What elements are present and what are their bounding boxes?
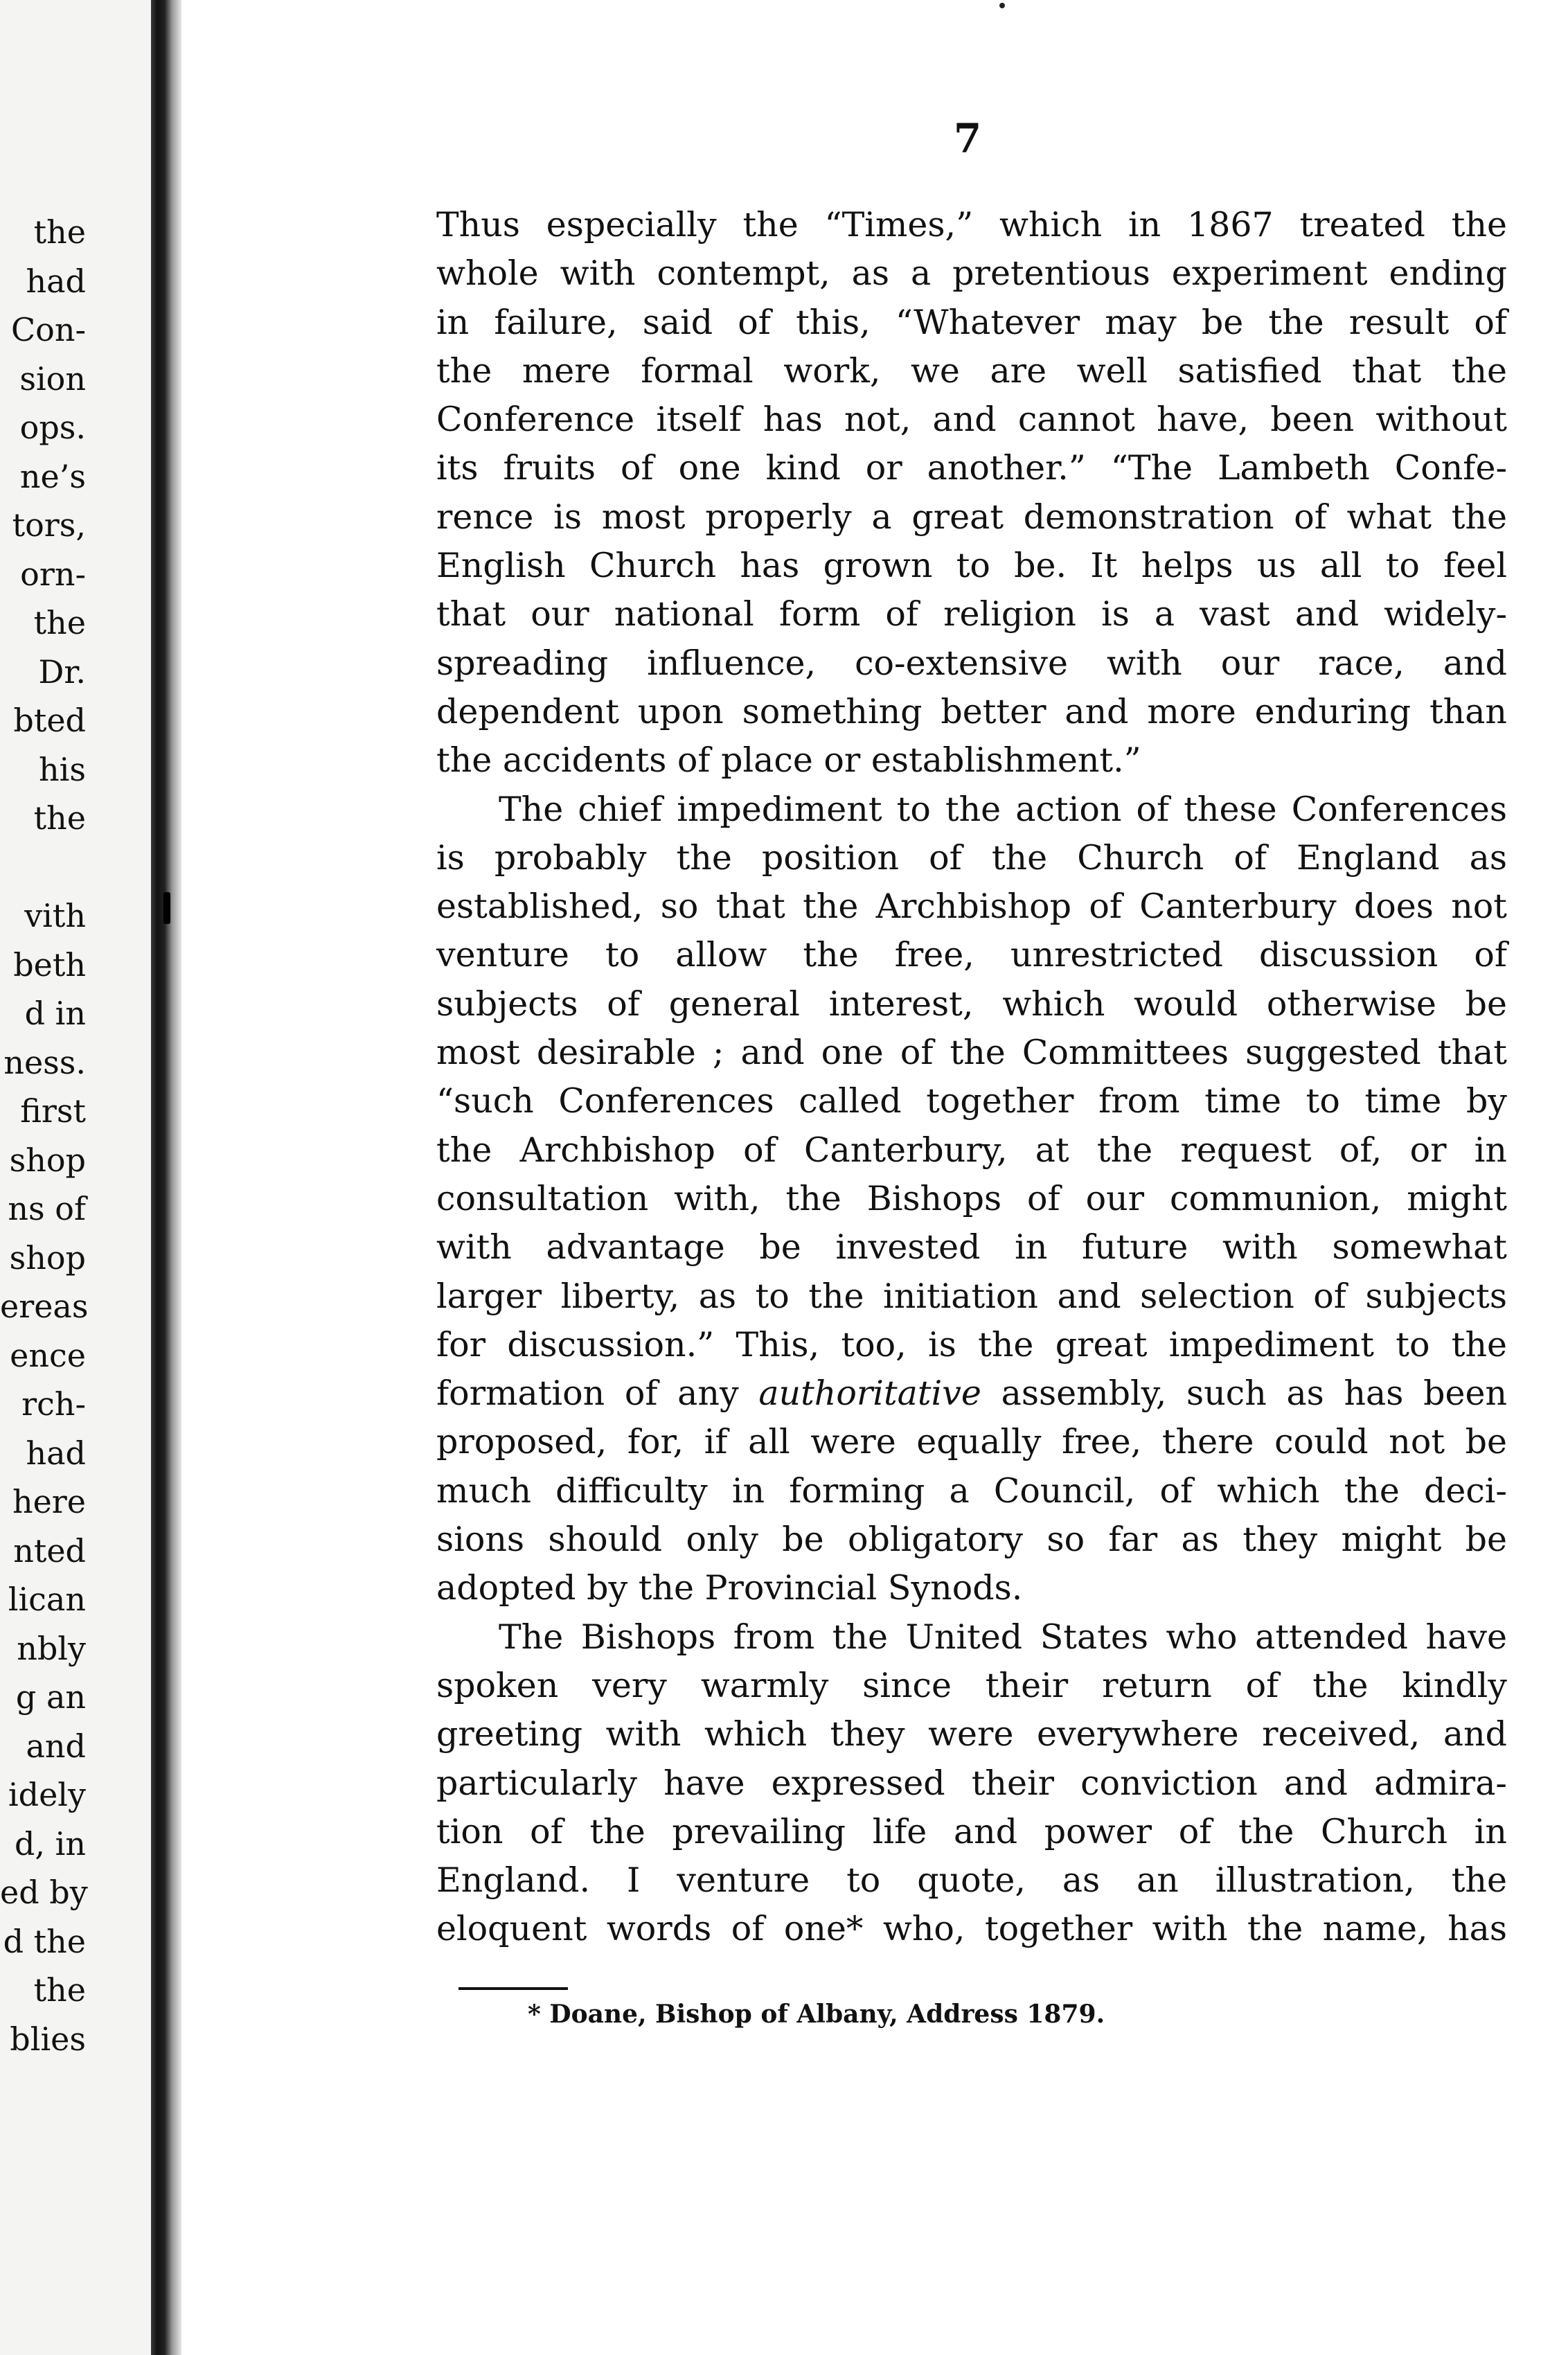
facing-line: orn- [20, 555, 86, 593]
body-text [436, 201, 1507, 1954]
text-line: The Bishops from the United States who attended have [499, 1617, 1507, 1657]
text-line: tion of the prevailing life and power of the Church in [436, 1811, 1507, 1851]
facing-line: Con- [10, 311, 86, 348]
facing-line: beth [13, 945, 86, 984]
text-line: established, so that the Archbishop of Canterbury does not [436, 887, 1507, 927]
facing-line: his [39, 750, 86, 788]
text-line: spreading influence, co-extensive with our race, and [436, 643, 1507, 683]
text-line: most desirable ; and one of the Committees suggested that [436, 1033, 1507, 1073]
text-line: Thus especially the “Times,” which in 1867 treated the [436, 205, 1507, 245]
text-line: whole with contempt, as a pretentious experiment ending [436, 254, 1507, 294]
text-line: much difficulty in forming a Council, of which the deci- [436, 1470, 1507, 1511]
text-line: rence is most properly a great demonstration of what the [436, 497, 1507, 537]
facing-line: d the [3, 1922, 86, 1960]
facing-line: had [26, 262, 86, 300]
text-line: the accidents of place or establishment.” [436, 740, 1141, 781]
facing-line: ops. [19, 409, 86, 446]
text-line: England. I venture to quote, as an illustration, the [436, 1860, 1507, 1901]
text-line: spoken very warmly since their return of the kindly [436, 1665, 1507, 1705]
text-line: adopted by the Provincial Synods. [436, 1568, 1023, 1608]
footnote-rule [458, 1987, 568, 1990]
facing-line: lican [8, 1581, 86, 1618]
text-line: eloquent words of one* who, together with the name, has [436, 1909, 1507, 1949]
facing-line: vith [24, 897, 86, 934]
text-line: with advantage be invested in future with somewhat [436, 1227, 1507, 1268]
facing-line: ns of [8, 1190, 86, 1227]
main-page [181, 0, 1568, 2355]
facing-line: ness. [3, 1043, 86, 1081]
text-line: dependent upon something better and more enduring than [436, 691, 1507, 731]
facing-line: d in [24, 995, 86, 1032]
facing-line: ereas [0, 1288, 89, 1325]
facing-line [0, 843, 86, 892]
text-line: sions should only be obligatory so far as they might be [436, 1520, 1507, 1560]
text-line: venture to allow the free, unrestricted discussion of [436, 935, 1507, 975]
text-line: English Church has grown to be. It helps us all to feel [436, 546, 1507, 586]
facing-line: nted [13, 1531, 86, 1570]
italic-word: authoritative [758, 1374, 981, 1414]
facing-line: idely [8, 1776, 86, 1813]
facing-line: first [20, 1092, 86, 1130]
text-segment: assembly, such as has been [1001, 1374, 1508, 1414]
text-segment: formation of any [436, 1374, 739, 1414]
facing-line: blies [10, 2020, 86, 2058]
text-line: the Archbishop of Canterbury, at the request of, or in [436, 1130, 1507, 1170]
print-speck [999, 3, 1005, 8]
text-line: Conference itself has not, and cannot have, been without [436, 400, 1507, 440]
facing-line: g an [15, 1678, 86, 1716]
facing-line: Dr. [38, 652, 86, 691]
facing-line: and [26, 1727, 86, 1765]
text-line: “such Conferences called together from time to time by [436, 1081, 1507, 1121]
facing-line: the [33, 213, 86, 251]
text-line [436, 1369, 1507, 1418]
text-line: the mere formal work, we are well satisfied that the [436, 350, 1507, 391]
gutter-mark [163, 892, 170, 924]
facing-line: the [33, 1971, 86, 2009]
facing-page-fragment [0, 0, 154, 2355]
facing-line: ed by [0, 1874, 88, 1911]
text-line: The chief impediment to the action of these Conferences [499, 789, 1507, 829]
text-line: proposed, for, if all were equally free, there could not be [436, 1422, 1507, 1462]
text-line: is probably the position of the Church of England as [436, 837, 1507, 878]
facing-line: ne’s [19, 457, 86, 495]
facing-line: rch- [21, 1385, 86, 1423]
facing-line: had [26, 1434, 86, 1472]
facing-line: nbly [17, 1629, 86, 1667]
facing-line: here [12, 1483, 86, 1520]
text-line: its fruits of one kind or another.” “The Lambeth Confe- [436, 448, 1507, 488]
facing-line: the [33, 604, 86, 641]
text-line: consultation with, the Bishops of our communion, might [436, 1178, 1507, 1218]
facing-line: sion [19, 359, 86, 398]
page-number: 7 [953, 115, 982, 162]
binding-gutter [151, 0, 181, 2355]
text-line: in failure, said of this, “Whatever may be the result of [436, 302, 1507, 342]
facing-line: the [33, 799, 86, 837]
footnote: * Doane, Bishop of Albany, Address 1879. [528, 2000, 1105, 2029]
facing-page-line-ends [0, 208, 89, 2063]
text-line: greeting with which they were everywhere received, and [436, 1714, 1507, 1754]
facing-line: d, in [14, 1824, 86, 1863]
text-line: particularly have expressed their conviction and admira- [436, 1763, 1507, 1803]
facing-line: ence [10, 1336, 86, 1374]
text-line: larger liberty, as to the initiation and selection of subjects [436, 1276, 1507, 1316]
text-line: for discussion.” This, too, is the great impediment to the [436, 1324, 1507, 1365]
facing-line: shop [9, 1141, 86, 1179]
facing-line: shop [9, 1238, 86, 1277]
facing-line: bted [13, 702, 86, 739]
facing-line: tors, [12, 506, 86, 544]
text-line: that our national form of religion is a vast and widely- [436, 594, 1507, 634]
text-line: subjects of general interest, which would otherwise be [436, 984, 1507, 1024]
